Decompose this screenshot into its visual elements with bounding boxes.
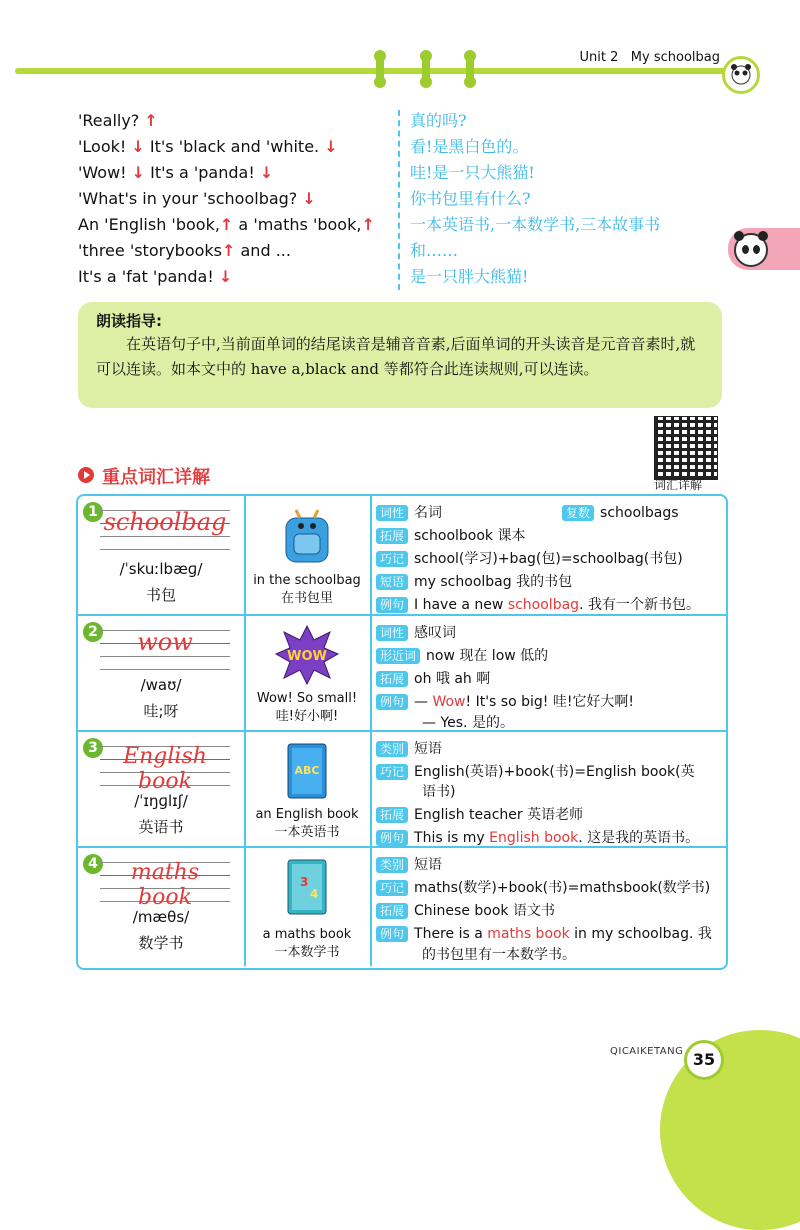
detail-line: 巧记 maths(数学)+book(书)=mathsbook(数学书) <box>376 877 710 897</box>
detail-line: 类别 短语 <box>376 738 442 758</box>
translation-line: 是一只胖大熊猫! <box>410 267 529 286</box>
dialogue-divider <box>398 110 400 290</box>
translation-line: 一本英语书,一本数学书,三本故事书 <box>410 215 661 234</box>
translation-line: 和…… <box>410 241 459 260</box>
translation-line: 看!是黑白色的。 <box>410 137 529 156</box>
vocab-meaning: 书包 <box>145 586 176 604</box>
picture-caption-cn: 一本数学书 <box>274 945 340 960</box>
picture-caption-en: a maths book <box>262 927 352 942</box>
vocab-row <box>78 732 726 848</box>
qr-label: 词汇详解 <box>654 478 703 492</box>
reading-guide <box>78 302 722 408</box>
schoolbag-icon <box>274 504 340 566</box>
detail-line: 语书) <box>422 784 456 800</box>
dialogue-line: 'What's in your 'schoolbag? ↓ <box>78 189 316 208</box>
panda-icon <box>734 233 768 267</box>
maths-book-icon <box>274 856 340 918</box>
dialogue-line: 'Really? ↑ <box>78 111 158 130</box>
detail-line: 例句 This is my English book. 这是我的英语书。 <box>376 827 699 847</box>
svg-text:WOW: WOW <box>287 649 327 664</box>
section-title: 重点词汇详解 <box>102 467 210 488</box>
vocab-word: schoolbag <box>103 508 227 536</box>
detail-line: 巧记 English(英语)+book(书)=English book(英 <box>376 761 695 781</box>
unit-name: My schoolbag <box>630 50 720 65</box>
header-pin-icon <box>422 52 430 86</box>
vocab-meaning: 英语书 <box>138 818 184 836</box>
wow-burst-icon <box>274 624 340 686</box>
vocab-number: 4 <box>83 854 103 874</box>
detail-line: 巧记 school(学习)+bag(包)=schoolbag(书包) <box>376 548 683 568</box>
vocab-number: 2 <box>83 622 103 642</box>
picture-caption-cn: 哇!好小啊! <box>275 709 339 724</box>
vocab-word: English book <box>123 744 207 794</box>
svg-text:ABC: ABC <box>294 764 320 777</box>
vocab-meaning: 哇;呀 <box>143 702 179 720</box>
vocab-phonetic: /mæθs/ <box>132 908 190 926</box>
unit-label: Unit 2 <box>579 50 619 65</box>
detail-line: 拓展 English teacher 英语老师 <box>376 804 583 824</box>
footer-decoration <box>660 1030 800 1230</box>
vocab-meaning: 数学书 <box>138 934 184 952</box>
svg-text:3: 3 <box>300 875 309 889</box>
vocab-phonetic: /waʊ/ <box>140 676 182 694</box>
dialogue-line: An 'English 'book,↑ a 'maths 'book,↑ <box>78 215 375 234</box>
dialogue-line: It's a 'fat 'panda! ↓ <box>78 267 233 286</box>
play-icon <box>78 467 94 483</box>
detail-line: 类别 短语 <box>376 854 442 874</box>
translation-line: 你书包里有什么? <box>410 189 531 208</box>
dialogue-line: 'three 'storybooks↑ and ... <box>78 241 291 260</box>
english-book-icon <box>274 740 340 802</box>
detail-line: 的书包里有一本数学书。 <box>422 947 576 963</box>
side-tab <box>728 228 800 270</box>
detail-line: — Yes. 是的。 <box>422 715 514 731</box>
panda-badge-icon <box>722 56 760 94</box>
header-pin-icon <box>466 52 474 86</box>
picture-caption-en: Wow! So small! <box>256 691 358 706</box>
vocab-row <box>78 496 726 616</box>
translation-line: 哇!是一只大熊猫! <box>410 163 535 182</box>
detail-line: 形近词 now 现在 low 低的 <box>376 645 548 665</box>
translations <box>410 108 730 290</box>
dialogue-line: 'Look! ↓ It's 'black and 'white. ↓ <box>78 137 338 156</box>
guide-title: 朗读指导: <box>96 312 162 330</box>
vocab-phonetic: /ˈɪŋɡlɪʃ/ <box>134 792 188 810</box>
detail-line: 拓展 oh 哦 ah 啊 <box>376 668 490 688</box>
svg-text:4: 4 <box>310 887 319 901</box>
vocab-word: wow <box>137 628 193 656</box>
vocab-number: 1 <box>83 502 103 522</box>
vocab-word: maths book <box>130 860 200 910</box>
detail-line: 词性 名词 复数 schoolbags <box>376 502 679 522</box>
detail-line: 短语 my schoolbag 我的书包 <box>376 571 572 591</box>
page-number: 35 <box>684 1040 724 1080</box>
detail-line: 例句 I have a new schoolbag. 我有一个新书包。 <box>376 594 700 614</box>
vocab-phonetic: /ˈskuːlbæɡ/ <box>119 560 203 578</box>
vocab-row <box>78 616 726 732</box>
unit-title <box>580 50 720 65</box>
translation-line: 真的吗? <box>410 111 467 130</box>
picture-caption-cn: 在书包里 <box>280 591 333 606</box>
dialogue-line: 'Wow! ↓ It's a 'panda! ↓ <box>78 163 274 182</box>
picture-caption-en: an English book <box>255 807 359 822</box>
vocab-table <box>76 494 728 970</box>
guide-text: 在英语句子中,当前面单词的结尾读音是辅音音素,后面单词的开头读音是元音音素时,就可以连读。如本文中的 have a,black and 等都符合此连读规则,可以连读。 <box>96 335 696 378</box>
qr-code-icon[interactable] <box>654 416 718 480</box>
dialogue <box>78 108 375 290</box>
footer-brand: QICAIKETANG <box>610 1046 684 1057</box>
vocab-number: 3 <box>83 738 103 758</box>
picture-caption-en: in the schoolbag <box>253 573 361 588</box>
header-pin-icon <box>376 52 384 86</box>
detail-line: 例句 There is a maths book in my schoolbag. 我 <box>376 923 712 943</box>
detail-line: 拓展 schoolbook 课本 <box>376 525 525 545</box>
vocab-row <box>78 848 726 966</box>
detail-line: 拓展 Chinese book 语文书 <box>376 900 555 920</box>
detail-line: 例句 — Wow! It's so big! 哇!它好大啊! <box>376 691 634 711</box>
picture-caption-cn: 一本英语书 <box>274 825 340 840</box>
detail-line: 词性 感叹词 <box>376 622 456 642</box>
